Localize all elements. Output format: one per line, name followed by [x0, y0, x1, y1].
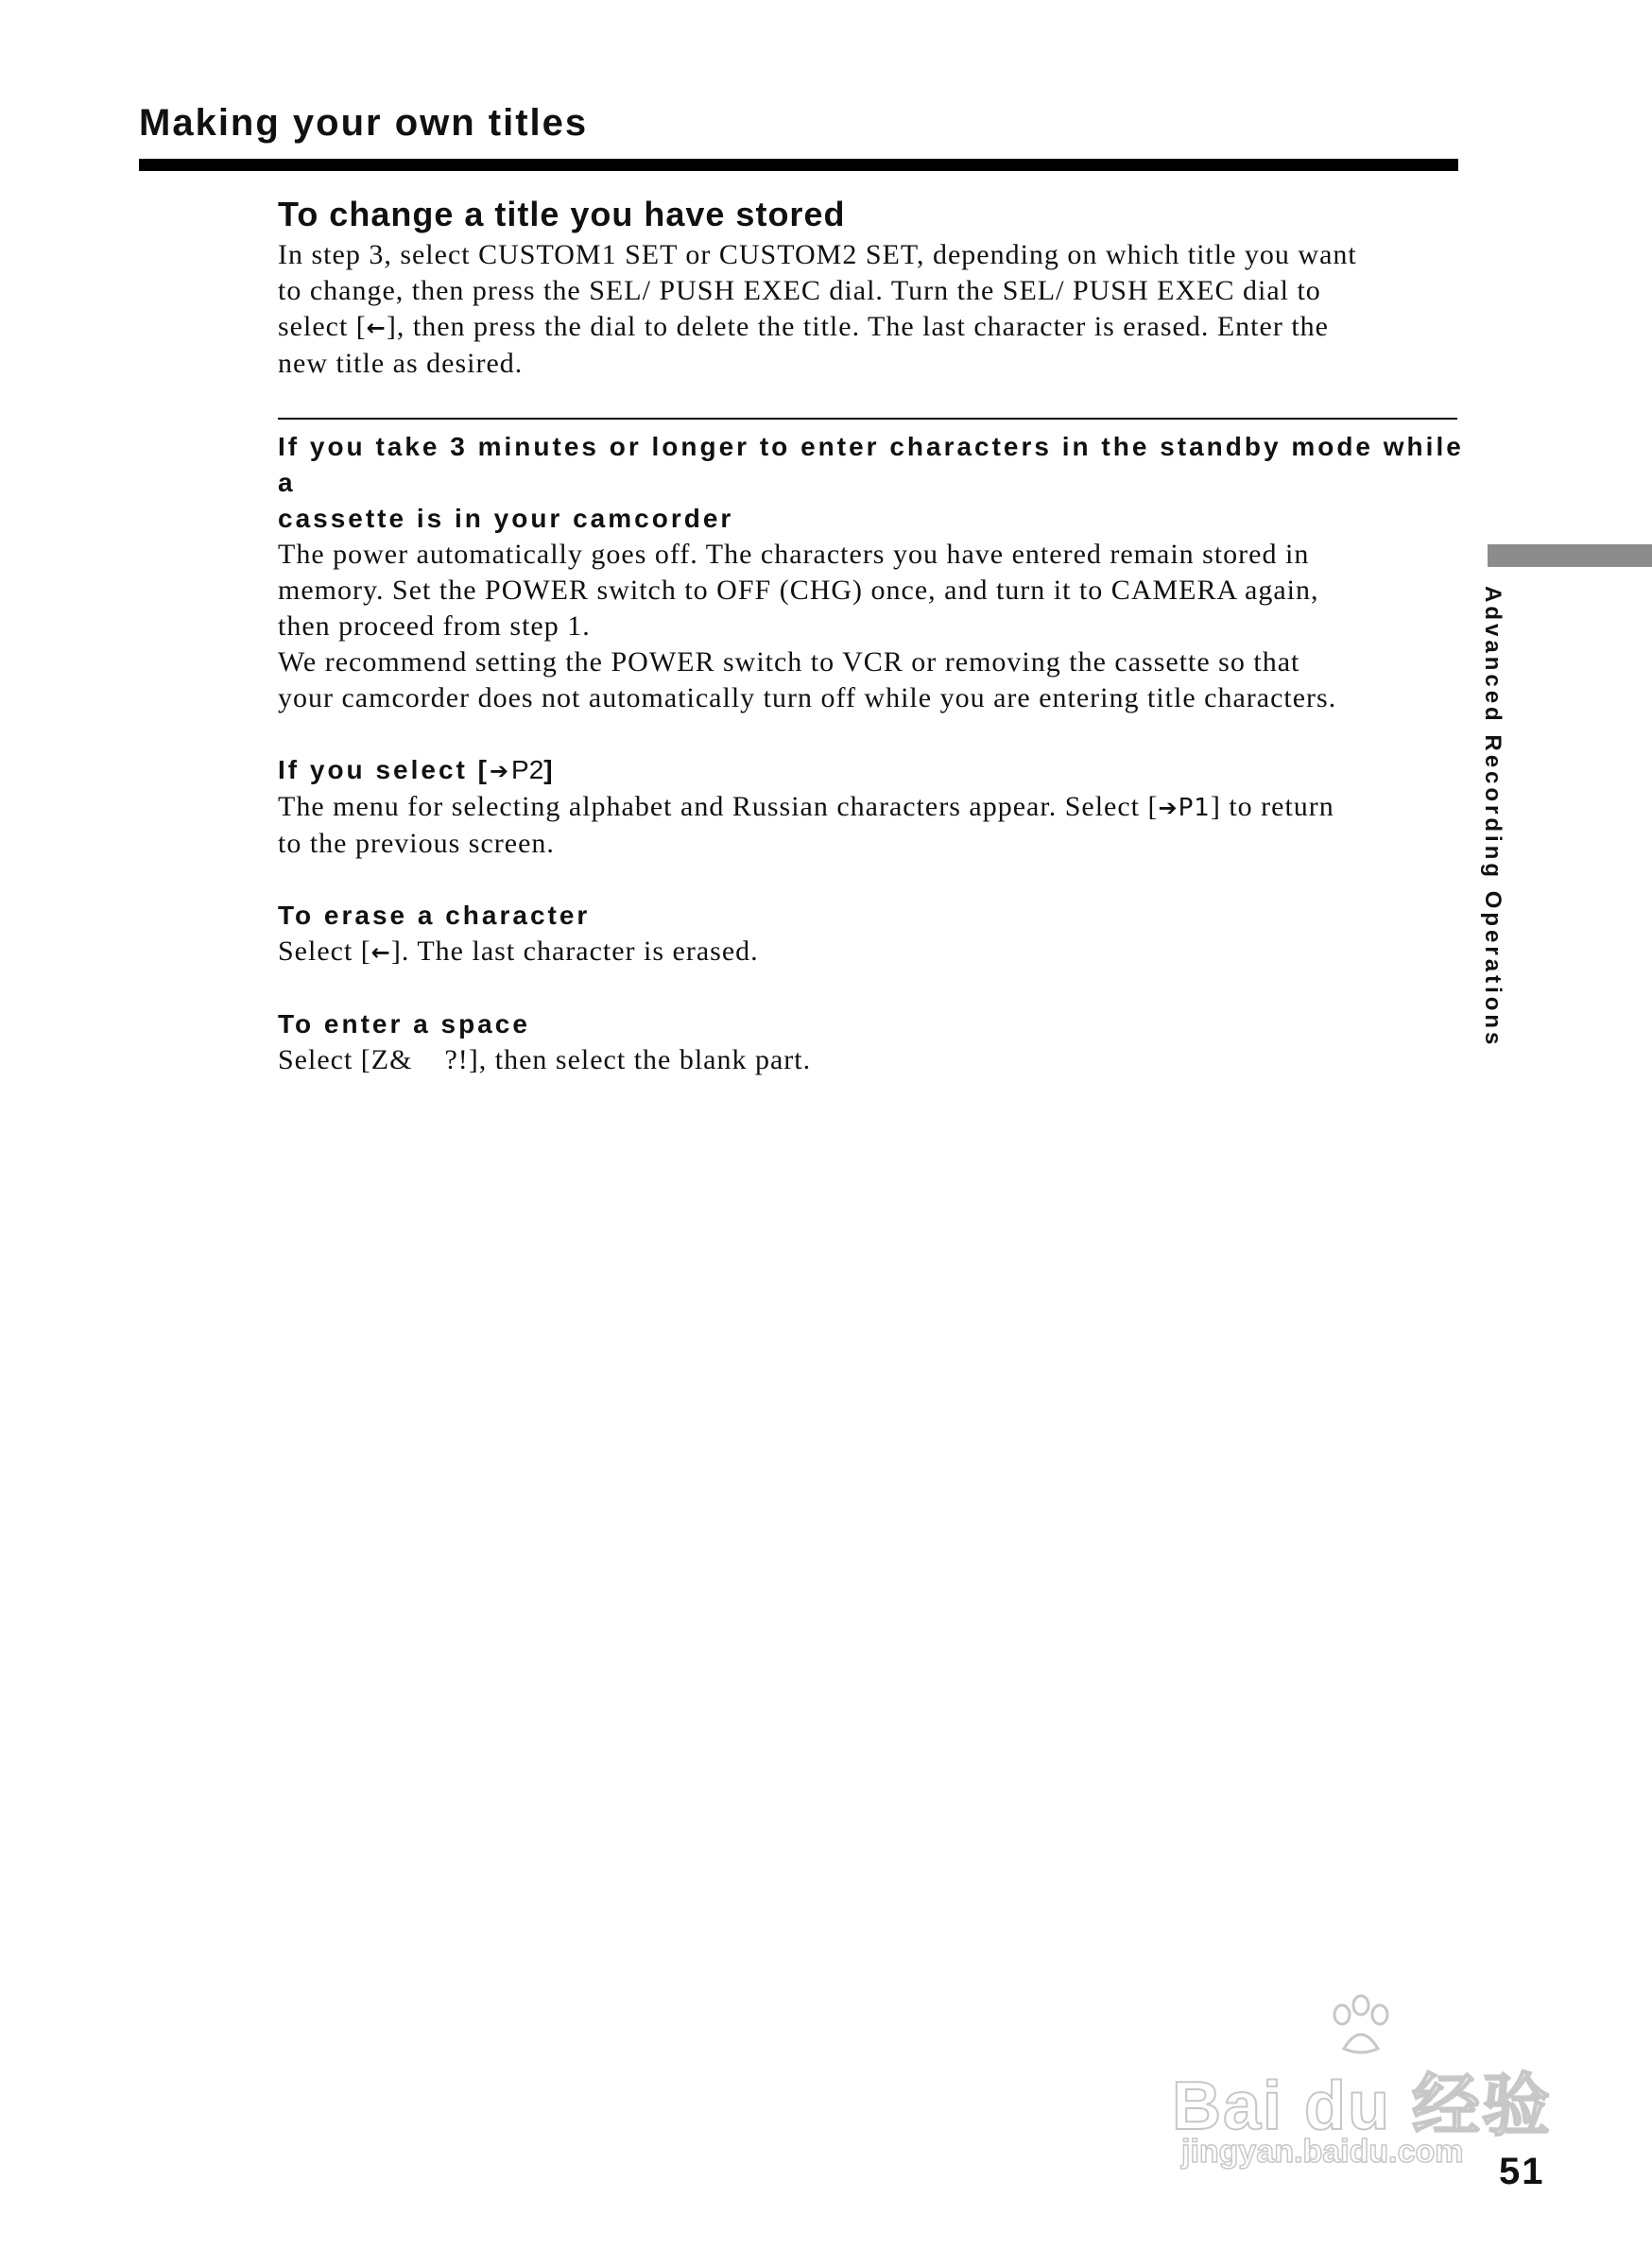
section-enter-space	[278, 1006, 1488, 1078]
page-number: 51	[1499, 2151, 1545, 2192]
paragraph-line: memory. Set the POWER switch to OFF (CHG) once, and turn it to CAMERA again,	[278, 574, 1319, 606]
section-standby-timeout	[278, 429, 1488, 716]
sub-heading-space: To enter a space	[278, 1008, 530, 1039]
side-tab-marker	[1488, 544, 1652, 567]
paragraph-line	[278, 789, 1488, 826]
paragraph-line: new title as desired.	[278, 347, 524, 379]
section-heading-change-title: To change a title you have stored	[278, 195, 846, 233]
text-fragment: select [	[278, 310, 367, 342]
paragraph-line: to change, then press the SEL/ PUSH EXEC dial. Turn the SEL/ PUSH EXEC dial to	[278, 274, 1321, 306]
back-arrow-icon: ←	[366, 314, 387, 341]
text-fragment: ]	[543, 754, 556, 784]
section-divider	[278, 418, 1457, 420]
paragraph-line: then proceed from step 1.	[278, 609, 591, 642]
text-fragment: The menu for selecting alphabet and Russian characters appear. Select [	[278, 790, 1159, 822]
paragraph-line: The power automatically goes off. The characters you have entered remain stored in	[278, 538, 1310, 570]
back-arrow-icon: ←	[370, 938, 391, 966]
paragraph-line	[278, 309, 1488, 346]
side-tab-label: Advanced Recording Operations	[1480, 586, 1506, 1049]
section-select-p2	[278, 752, 1488, 862]
page-code: P2	[511, 754, 544, 784]
paragraph-line: Select [Z& ?!], then select the blank part.	[278, 1043, 812, 1075]
text-fragment: If you select [	[278, 754, 490, 784]
paragraph-line: In step 3, select CUSTOM1 SET or CUSTOM2 SET, depending on which title you want	[278, 238, 1357, 270]
paragraph-line: We recommend setting the POWER switch to VCR or removing the cassette so that	[278, 645, 1300, 678]
forward-arrow-icon: ➔	[1158, 794, 1179, 821]
forward-arrow-icon: ➔	[489, 757, 512, 784]
text-fragment: ]. The last character is erased.	[390, 935, 759, 967]
title-rule	[139, 159, 1458, 171]
watermark-logo-text: Bai du 经验	[1172, 2069, 1553, 2144]
main-content	[278, 193, 1488, 1078]
watermark-url: jingyan.baidu.com	[1181, 2134, 1464, 2170]
text-fragment: Select [	[278, 935, 371, 967]
paragraph-line: to the previous screen.	[278, 827, 555, 859]
sub-heading-standby-cont: cassette is in your camcorder	[278, 503, 734, 533]
text-fragment: ] to return	[1210, 790, 1334, 822]
sub-heading-erase: To erase a character	[278, 900, 591, 930]
section-erase-character	[278, 898, 1488, 970]
section-change-title	[278, 193, 1488, 382]
page-code: P1	[1178, 793, 1211, 822]
baidu-watermark	[1162, 1994, 1559, 2173]
paragraph-line	[278, 934, 1488, 970]
text-fragment: ], then press the dial to delete the title. The last character is erased. Enter the	[386, 310, 1329, 342]
sub-heading-standby: If you take 3 minutes or longer to enter characters in the standby mode while a	[278, 431, 1464, 497]
paragraph-line: your camcorder does not automatically turn off while you are entering title characters.	[278, 681, 1337, 713]
sub-heading-select-p2	[278, 752, 1488, 789]
page-title: Making your own titles	[139, 102, 589, 144]
